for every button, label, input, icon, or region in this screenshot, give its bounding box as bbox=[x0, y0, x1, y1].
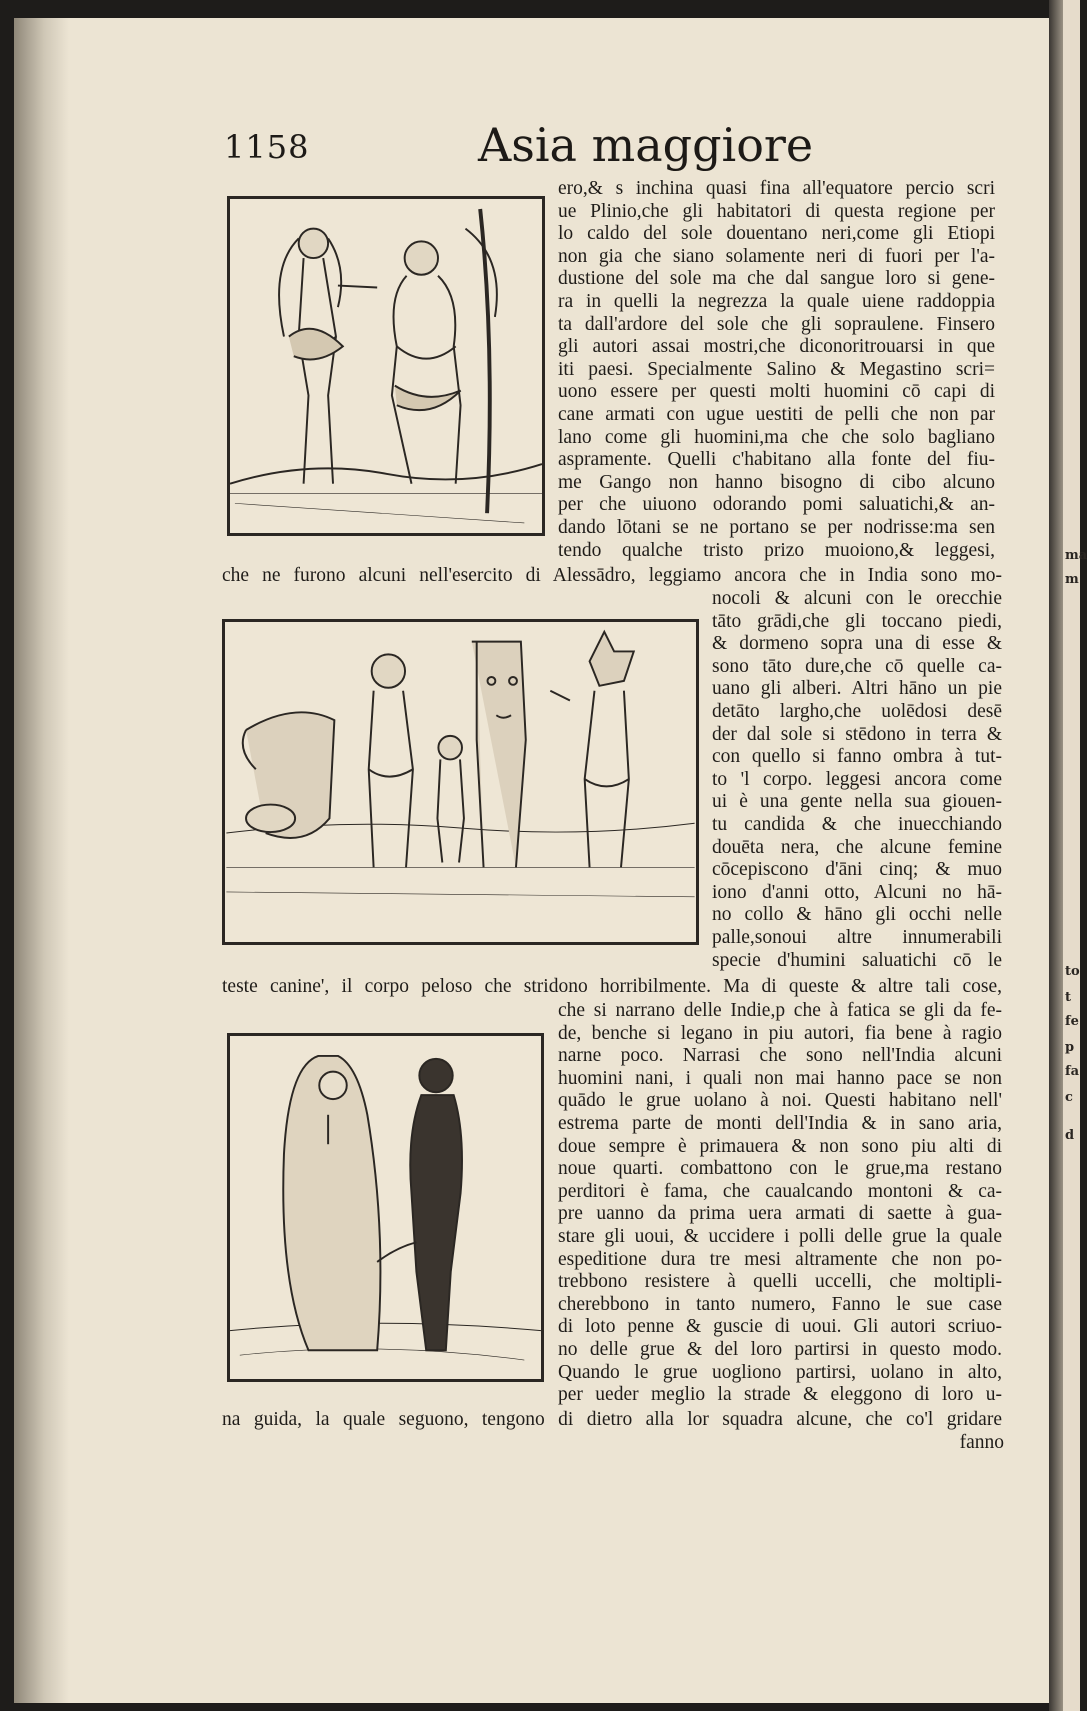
text-line: specie d'humini saluatichi cō le bbox=[712, 949, 1002, 971]
text-column-1 bbox=[558, 178, 995, 562]
adjacent-fragment: m bbox=[1065, 572, 1079, 587]
text-wide-line-2 bbox=[222, 976, 1002, 999]
adjacent-fragment: to bbox=[1065, 964, 1080, 979]
text-line: Quando le grue uogliono partirsi, uolano in alto, bbox=[558, 1361, 1002, 1383]
text-line: dustione del sole ma che dal sangue loro si gene- bbox=[558, 268, 995, 290]
text-line: quādo le grue uolano à noi. Questi habitano nell' bbox=[558, 1090, 1002, 1112]
text-line: che ne furono alcuni nell'esercito di Alessādro, leggiamo ancora che in India sono mo- bbox=[222, 565, 1002, 586]
text-line: lo caldo del sole douentano neri,come gli Etiopi bbox=[558, 223, 995, 245]
text-line: no collo & hāno gli occhi nelle bbox=[712, 904, 1002, 926]
text-line: per che uiuono odorando pomi saluatichi,& an- bbox=[558, 494, 995, 516]
page-gutter-shadow bbox=[14, 18, 69, 1703]
page-edge bbox=[1049, 0, 1063, 1711]
text-line: noue quarti. combattono con le grue,ma restano bbox=[558, 1158, 1002, 1180]
adjacent-fragment: fe bbox=[1065, 1014, 1079, 1029]
text-line: palle,sonoui altre innumerabili bbox=[712, 926, 1002, 948]
catchword bbox=[934, 1432, 1004, 1455]
adjacent-page bbox=[1063, 0, 1087, 1711]
text-column-2 bbox=[712, 588, 1002, 972]
text-column-3 bbox=[558, 1000, 1002, 1407]
text-line: iti paesi. Specialmente Salino & Megastino scri= bbox=[558, 358, 995, 380]
text-line: tendo qualche tristo prizo muoiono,& leggesi, bbox=[558, 539, 995, 561]
text-line: per ueder meglio la strade & eleggono di loro u- bbox=[558, 1384, 1002, 1406]
text-line: gli autori assai mostri,che diconoritrouarsi in que bbox=[558, 336, 995, 358]
text-line: cane armati con ugue uestiti de pelli che non par bbox=[558, 403, 995, 425]
woodcut-wild-couple bbox=[227, 196, 545, 536]
woodcut-monstrous-races bbox=[222, 619, 699, 945]
text-line: no delle grue & del loro partirsi in questo modo. bbox=[558, 1338, 1002, 1360]
adjacent-fragment: t bbox=[1065, 990, 1072, 1005]
text-line: tāto grādi,che gli toccano piedi, bbox=[712, 610, 1002, 632]
text-line: ue Plinio,che gli habitatori di questa regione per bbox=[558, 200, 995, 222]
text-line: stare gli uoui, & uccidere i polli delle grue la quale bbox=[558, 1225, 1002, 1247]
text-line: uono essere per questi molti huomini cō capi di bbox=[558, 381, 995, 403]
page-number: 1158 bbox=[224, 128, 310, 166]
text-line: con quello si fanno ombra à tut- bbox=[712, 746, 1002, 768]
text-wide-line-3 bbox=[222, 1409, 1002, 1432]
text-line: na guida, la quale seguono, tengono di dietro alla lor squadra alcune, che co'l gridare bbox=[222, 1409, 1002, 1430]
text-line: uano gli alberi. Altri hāno un pie bbox=[712, 678, 1002, 700]
woodcut-wild-couple-drawing bbox=[230, 199, 542, 533]
catchword-text: fanno bbox=[959, 1432, 1004, 1453]
adjacent-fragment: fa bbox=[1065, 1064, 1080, 1079]
text-line: espeditione dura tre mesi altramente che non po- bbox=[558, 1248, 1002, 1270]
text-line: & dormeno sopra una di esse & bbox=[712, 633, 1002, 655]
text-line: ta dall'ardore del sole che gli sopraulene. Finsero bbox=[558, 313, 995, 335]
text-line: de, benche si legano in piu autori, fia bene à ragio bbox=[558, 1022, 1002, 1044]
text-line: der dal sole si stēdono in terra & bbox=[712, 723, 1002, 745]
text-line: to 'l corpo. leggesi ancora come bbox=[712, 768, 1002, 790]
text-line: sono tāto dure,che cō quelle ca- bbox=[712, 655, 1002, 677]
text-line: iono d'anni otto, Alcuni no hā- bbox=[712, 881, 1002, 903]
text-line: estrema parte de monti dell'India & in sano aria, bbox=[558, 1112, 1002, 1134]
text-line: nocoli & alcuni con le orecchie bbox=[712, 588, 1002, 609]
text-line: cherebbono in tanto numero, Fanno le sue case bbox=[558, 1293, 1002, 1315]
text-line: pre uanno da prima uera armati di saette à gua- bbox=[558, 1203, 1002, 1225]
text-wide-line-1 bbox=[222, 565, 1002, 588]
text-line: aspramente. Quelli c'habitano alla fonte del fiu- bbox=[558, 449, 995, 471]
text-line: ero,& s inchina quasi fina all'equatore percio scri bbox=[558, 178, 995, 199]
adjacent-fragment: c bbox=[1065, 1090, 1073, 1105]
text-line: doue sempre è primauera & non sono piu alti di bbox=[558, 1135, 1002, 1157]
text-line: che si narrano delle Indie,p che à fatica se gli da fe- bbox=[558, 1000, 1002, 1021]
text-line: teste canine', il corpo peloso che stridono horribilmente. Ma di queste & altre tali cose, bbox=[222, 976, 1002, 997]
text-line: trebbono resistere à quelli uccelli, che moltipli- bbox=[558, 1271, 1002, 1293]
text-line: douēta nera, che alcune femine bbox=[712, 836, 1002, 858]
text-line: huomini nani, i quali non mai hanno pace se non bbox=[558, 1067, 1002, 1089]
adjacent-fragment: d bbox=[1065, 1128, 1075, 1143]
text-line: detāto largho,che uolēdosi desē bbox=[712, 700, 1002, 722]
text-line: ra in quelli la negrezza la quale uiene raddoppia bbox=[558, 290, 995, 312]
text-line: di loto penne & guscie di uoui. Gli autori scriuo- bbox=[558, 1316, 1002, 1338]
running-head: Asia maggiore bbox=[478, 118, 814, 172]
text-line: cōcepiscono d'āni cinq; & muo bbox=[712, 859, 1002, 881]
woodcut-monstrous-races-drawing bbox=[225, 622, 696, 942]
text-line: me Gango non hanno bisogno di cibo alcuno bbox=[558, 471, 995, 493]
text-line: perditori è fama, che caualcando montoni & ca- bbox=[558, 1180, 1002, 1202]
text-line: lano come gli huomini,ma che che solo bagliano bbox=[558, 426, 995, 448]
adjacent-fragment: ma bbox=[1065, 548, 1087, 563]
text-line: dando lōtani se ne portano se per nodrisse:ma sen bbox=[558, 516, 995, 538]
adjacent-fragment: p bbox=[1065, 1040, 1075, 1055]
woodcut-long-eared-drawing bbox=[230, 1036, 541, 1379]
text-line: tu candida & che inuecchiando bbox=[712, 813, 1002, 835]
text-line: ui è una gente nella sua giouen- bbox=[712, 791, 1002, 813]
woodcut-long-eared-and-dark-figure bbox=[227, 1033, 544, 1382]
text-line: non gia che siano solamente neri di fuori per l'a- bbox=[558, 245, 995, 267]
text-line: narne poco. Narrasi che sono nell'India alcuni bbox=[558, 1045, 1002, 1067]
